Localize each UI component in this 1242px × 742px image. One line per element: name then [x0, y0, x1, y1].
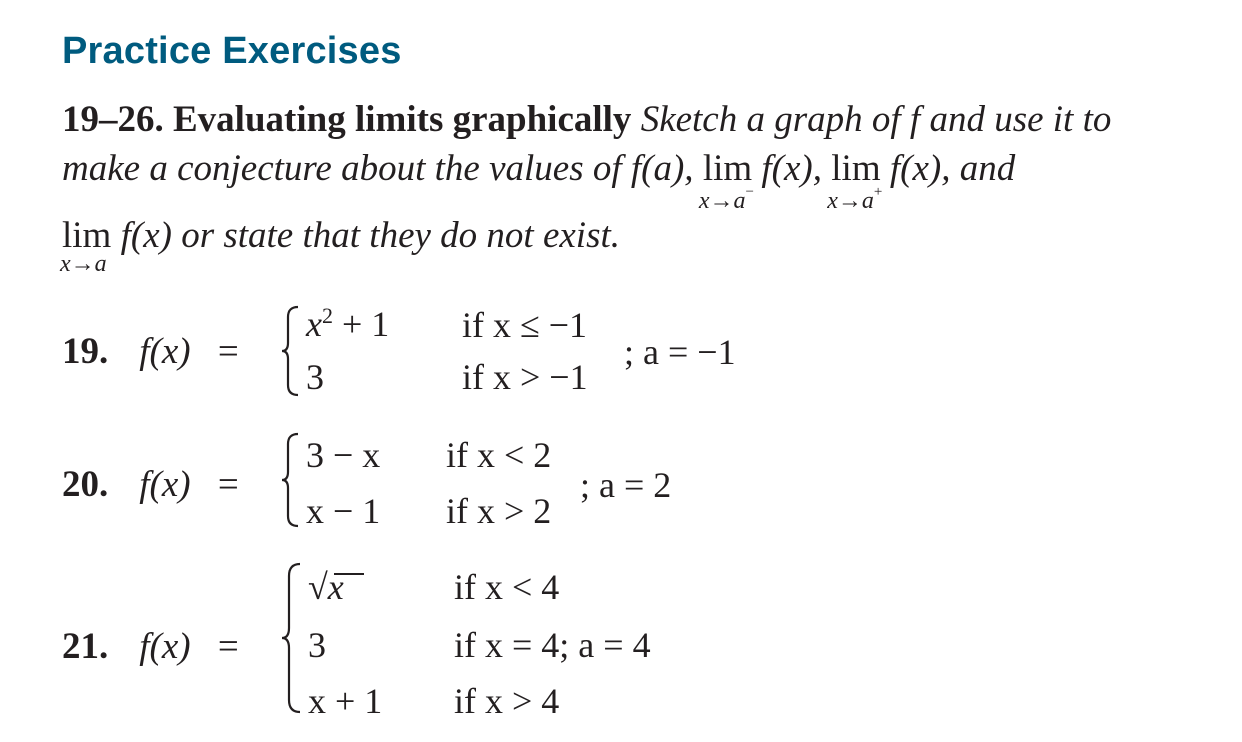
function-lhs: f(x)	[139, 626, 191, 667]
case-expression: 3	[306, 357, 324, 397]
intro-title: Evaluating limits graphically	[173, 99, 632, 140]
intro-text: and use it to	[929, 99, 1112, 140]
f-of-x: f(x)	[120, 215, 172, 256]
intro-line-1	[62, 98, 1111, 141]
left-limit: lim x→a−	[698, 148, 754, 214]
left-brace-icon	[280, 562, 304, 714]
square-root: √x	[308, 566, 344, 608]
intro-line-2	[62, 147, 1016, 214]
case-expression: x − 1	[306, 491, 381, 531]
f-of-x: f(x),	[761, 148, 823, 189]
case-condition: if x ≤ −1	[462, 305, 588, 345]
intro-text: Sketch a graph of	[640, 99, 901, 140]
equals-sign: =	[217, 331, 239, 372]
point-a: ; a = −1	[624, 332, 736, 372]
intro-text: and	[959, 148, 1016, 189]
case-condition: if x = 4; a = 4	[454, 625, 651, 665]
case-condition: if x > −1	[462, 357, 588, 397]
exercise-number: 20.	[62, 464, 109, 505]
case-expression: x + 1	[308, 681, 383, 721]
f-of-a: f(a),	[630, 148, 694, 189]
intro-text: or state that they do not exist.	[181, 215, 620, 256]
case-expression: 3	[308, 625, 326, 665]
exercise-20	[62, 463, 257, 506]
exercise-number: 19.	[62, 331, 109, 372]
exercise-range: 19–26.	[62, 99, 164, 140]
case-condition: if x < 2	[446, 435, 552, 475]
intro-text: make a conjecture about the values of	[62, 148, 622, 189]
left-brace-icon	[280, 432, 302, 528]
exercise-21	[62, 625, 257, 668]
f-symbol: f	[909, 99, 921, 140]
case-expression: 3 − x	[306, 435, 381, 475]
case-condition: if x > 2	[446, 491, 552, 531]
function-lhs: f(x)	[139, 464, 191, 505]
case-expression	[308, 566, 344, 608]
case-expression: $x^2 + 1$	[306, 303, 390, 344]
left-brace-icon	[280, 305, 302, 397]
right-limit: lim x→a+	[827, 148, 883, 214]
f-of-x: f(x),	[889, 148, 951, 189]
section-heading: Practice Exercises	[62, 30, 402, 72]
case-condition: if x > 4	[454, 681, 560, 721]
point-a: ; a = 2	[580, 465, 672, 505]
case-condition: if x < 4	[454, 567, 560, 607]
function-lhs: f(x)	[139, 331, 191, 372]
equals-sign: =	[217, 626, 239, 667]
exercise-19	[62, 330, 257, 373]
intro-line-3	[60, 214, 620, 277]
equals-sign: =	[217, 464, 239, 505]
exercise-number: 21.	[62, 626, 109, 667]
two-sided-limit: lim x→a	[60, 215, 112, 277]
